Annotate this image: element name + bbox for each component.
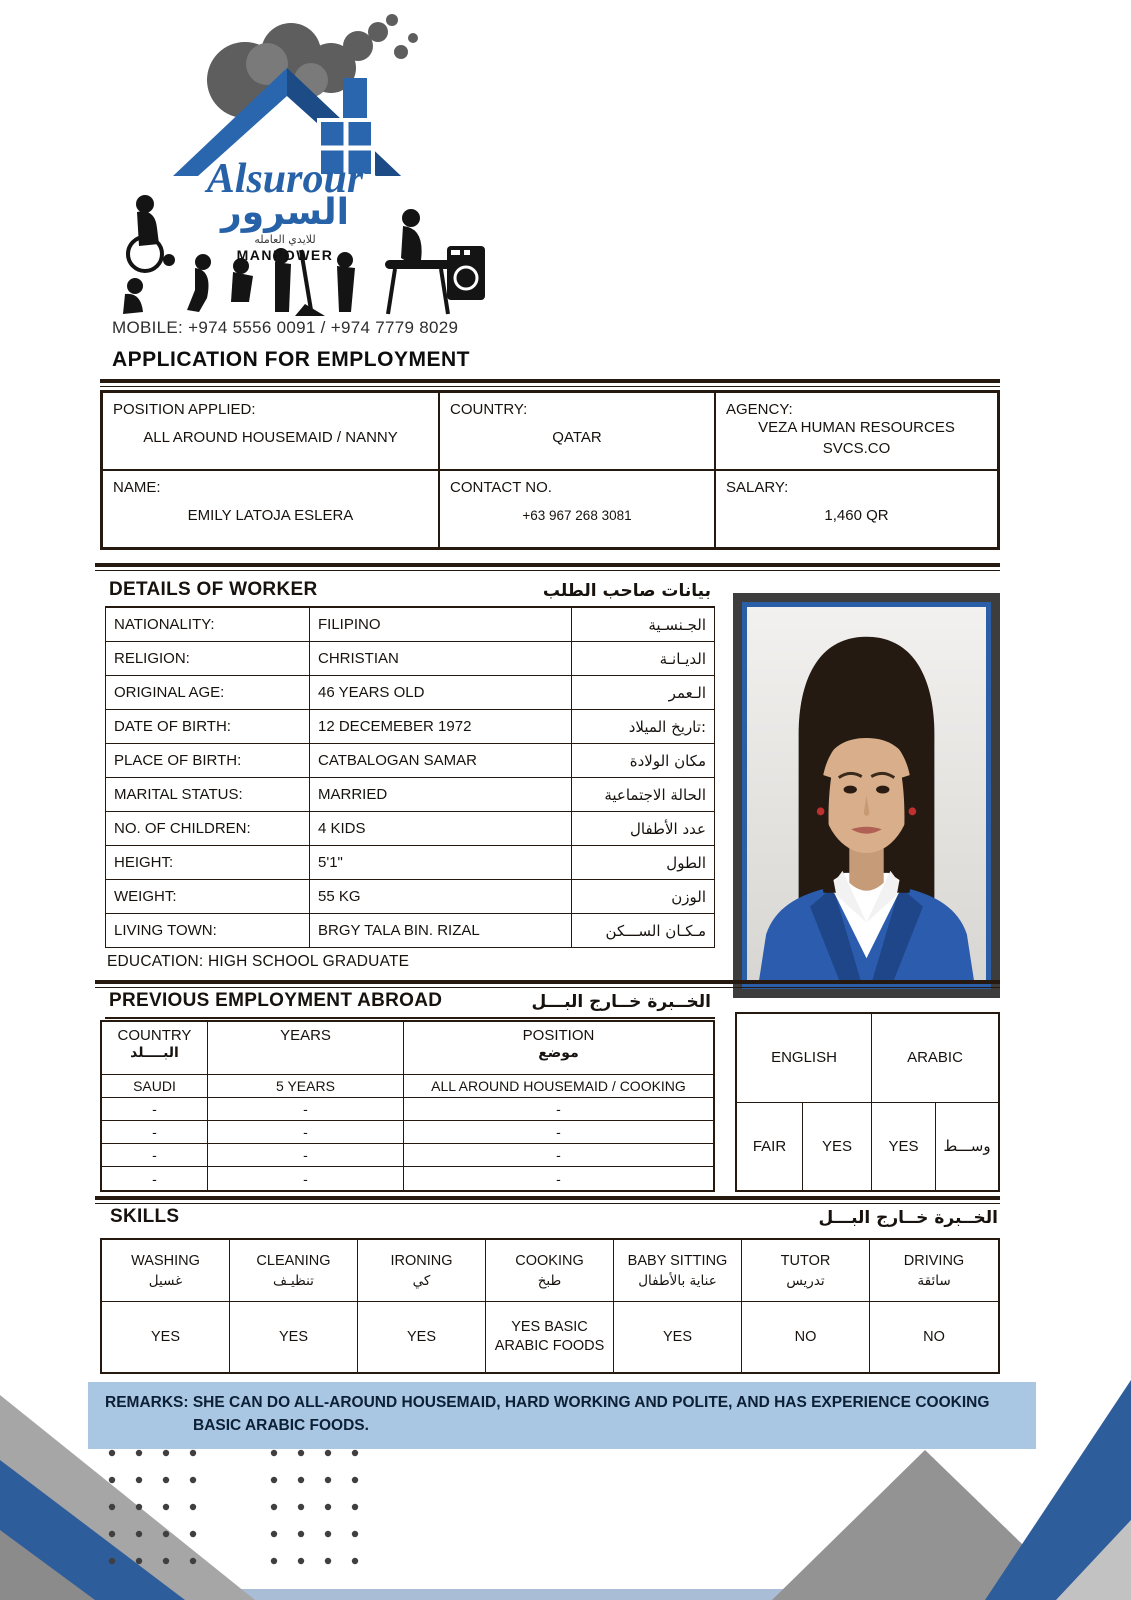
cooking-label: COOKING [515, 1252, 584, 1269]
country-column-arabic: البــــلد [130, 1045, 179, 1061]
tutor-value: NO [742, 1302, 870, 1372]
arabic-header: ARABIC [907, 1049, 963, 1067]
position-column-arabic: موضع [538, 1045, 579, 1061]
languages-header-row [737, 1014, 998, 1103]
country-column-label: COUNTRY [117, 1027, 192, 1044]
birthdate-label: DATE OF BIRTH: [114, 718, 231, 735]
employment-position: - [556, 1147, 561, 1163]
marital-status-label: MARITAL STATUS: [114, 786, 243, 803]
title-underline [100, 379, 1000, 387]
position-column-header [404, 1022, 713, 1074]
marital-status-arabic: الحالة الاجتماعية [571, 778, 714, 811]
salary-value: 1,460 QR [824, 507, 889, 525]
washing-header [102, 1240, 230, 1302]
birthplace-label: PLACE OF BIRTH: [114, 752, 242, 769]
applicant-photo [733, 593, 1000, 998]
skills-table [100, 1238, 1000, 1374]
english-level: FAIR [737, 1103, 803, 1191]
details-section-header [105, 579, 715, 608]
babysitting-header [614, 1240, 742, 1302]
ironing-header [358, 1240, 486, 1302]
logo-manpower-label: MANPOWER [236, 246, 334, 263]
cleaning-arabic: تنظيـف [273, 1272, 314, 1289]
employment-position: - [556, 1170, 561, 1187]
logo-tagline-arabic: للايدي العامله [254, 232, 316, 246]
religion-arabic: الديـانـة [571, 642, 714, 675]
employment-title: PREVIOUS EMPLOYMENT ABROAD [109, 990, 443, 1011]
birthdate-value: 12 DECEMEBER 1972 [309, 710, 571, 743]
employment-country: - [102, 1167, 208, 1190]
applicant-photo-inner [742, 602, 991, 989]
logo-name-english: Alsurour [206, 156, 364, 202]
table-row [105, 778, 715, 812]
employment-section-header [105, 990, 715, 1019]
nationality-label: NATIONALITY: [114, 616, 215, 633]
driving-value: NO [923, 1328, 945, 1345]
mobile-number-line: MOBILE: +974 5556 0091 / +974 7779 8029 [112, 318, 459, 337]
english-header: ENGLISH [737, 1014, 872, 1102]
ironing-value: YES [358, 1302, 486, 1372]
agency-value-text: VEZA HUMAN RESOURCES SVCS.CO [758, 419, 955, 457]
table-row [105, 914, 715, 948]
country-label: COUNTRY: [450, 401, 528, 418]
name-cell [102, 470, 439, 548]
driving-label: DRIVING [903, 1252, 965, 1269]
agency-cell [715, 392, 998, 470]
cleaning-header [230, 1240, 358, 1302]
page-title: APPLICATION FOR EMPLOYMENT [112, 348, 470, 371]
skills-title: SKILLS [110, 1206, 180, 1227]
arabic-yes: YES [872, 1103, 936, 1191]
salary-label: SALARY: [726, 479, 789, 496]
religion-label: RELIGION: [114, 650, 190, 667]
washing-arabic: غسيل [148, 1272, 183, 1289]
marital-status-value: MARRIED [309, 778, 571, 811]
table-row [105, 676, 715, 710]
table-row [105, 880, 715, 914]
cooking-header [486, 1240, 614, 1302]
details-title-arabic: بيانات صاحب الطلب [542, 581, 711, 601]
section-separator [95, 1196, 1000, 1204]
years-column-label: YEARS [280, 1027, 331, 1044]
weight-label: WEIGHT: [114, 888, 177, 905]
employment-position: - [556, 1124, 561, 1140]
position-applied-cell [102, 392, 439, 470]
height-arabic: الطول [571, 846, 714, 879]
babysitting-value: YES [614, 1302, 742, 1372]
employment-country: - [102, 1098, 208, 1120]
education-line: EDUCATION: HIGH SCHOOL GRADUATE [107, 953, 410, 970]
country-column-header [102, 1022, 208, 1074]
babysitting-label: BABY SITTING [627, 1252, 728, 1269]
name-value: EMILY LATOJA ESLERA [187, 507, 354, 525]
cleaning-value: YES [230, 1302, 358, 1372]
tutor-header [742, 1240, 870, 1302]
table-row [105, 608, 715, 642]
application-summary-table [100, 390, 1000, 550]
table-row [102, 1098, 713, 1121]
contact-value: +63 967 268 3081 [522, 508, 632, 524]
languages-table [735, 1012, 1000, 1192]
ironing-label: IRONING [390, 1252, 453, 1269]
contact-label: CONTACT NO. [450, 479, 552, 496]
employment-position: - [556, 1101, 561, 1117]
washing-value: YES [102, 1302, 230, 1372]
employment-years: - [208, 1167, 404, 1190]
worker-details-table [105, 608, 715, 948]
agency-label: AGENCY: [726, 401, 793, 418]
living-town-label: LIVING TOWN: [114, 922, 217, 939]
employment-country: - [102, 1144, 208, 1166]
living-town-arabic: مـكـان الســـكن [571, 914, 714, 947]
agency-logo [95, 8, 485, 320]
table-row [102, 1075, 713, 1098]
languages-value-row [737, 1103, 998, 1191]
skills-title-arabic: الخــبرة خــارج البـــل [818, 1208, 998, 1228]
table-row [102, 1167, 713, 1190]
children-label: NO. OF CHILDREN: [114, 820, 251, 837]
years-column-header [208, 1022, 404, 1074]
babysitting-arabic: عناية بالأطفال [638, 1272, 717, 1289]
age-value: 46 YEARS OLD [309, 676, 571, 709]
table-row [102, 1121, 713, 1144]
washing-label: WASHING [131, 1252, 200, 1269]
weight-arabic: الوزن [571, 880, 714, 913]
logo-wordmark [185, 158, 385, 263]
section-separator [95, 980, 1000, 988]
nationality-value: FILIPINO [309, 608, 571, 641]
cooking-arabic: طبخ [537, 1272, 562, 1289]
remarks-bar: REMARKS: SHE CAN DO ALL-AROUND HOUSEMAID, HARD WORKING AND POLITE, AND HAS EXPERIENCE COOKING BASIC ARABIC FOODS. [88, 1382, 1036, 1449]
employment-years: - [208, 1121, 404, 1143]
table-row [105, 744, 715, 778]
employment-years: - [208, 1098, 404, 1120]
age-label: ORIGINAL AGE: [114, 684, 225, 701]
children-arabic: عدد الأطفال [571, 812, 714, 845]
english-yes: YES [803, 1103, 872, 1191]
ironing-arabic: كي [412, 1272, 431, 1289]
position-applied-label: POSITION APPLIED: [113, 401, 256, 418]
table-row [105, 642, 715, 676]
employment-years: 5 YEARS [208, 1075, 404, 1097]
children-value: 4 KIDS [309, 812, 571, 845]
tutor-arabic: تدريس [786, 1272, 825, 1289]
nationality-arabic: الجـنسـية [571, 608, 714, 641]
employment-table-header [102, 1022, 713, 1075]
country-cell [439, 392, 715, 470]
cleaning-label: CLEANING [256, 1252, 331, 1269]
previous-employment-table [100, 1020, 715, 1192]
table-row [105, 846, 715, 880]
table-row [105, 710, 715, 744]
employment-position: ALL AROUND HOUSEMAID / COOKING [431, 1078, 686, 1094]
birthplace-arabic: مكان الولادة [571, 744, 714, 777]
driving-arabic: سائقة [917, 1272, 951, 1289]
position-applied-value: ALL AROUND HOUSEMAID / NANNY [143, 429, 398, 447]
section-separator [95, 563, 1000, 571]
weight-value: 55 KG [309, 880, 571, 913]
employment-country: - [102, 1121, 208, 1143]
contact-cell [439, 470, 715, 548]
employment-years: - [208, 1144, 404, 1166]
arabic-level: وســـط [943, 1137, 991, 1156]
salary-cell [715, 470, 998, 548]
country-value: QATAR [552, 429, 602, 447]
height-value: 5'1" [309, 846, 571, 879]
name-label: NAME: [113, 479, 161, 496]
position-column-label: POSITION [522, 1027, 595, 1044]
agency-value [726, 418, 987, 459]
cooking-value: YES BASIC ARABIC FOODS [486, 1302, 614, 1372]
living-town-value: BRGY TALA BIN. RIZAL [309, 914, 571, 947]
employment-title-arabic: الخــبرة خــارج البـــل [531, 992, 711, 1012]
details-title: DETAILS OF WORKER [109, 579, 318, 600]
skills-section-header [95, 1206, 1000, 1228]
age-arabic: الـعمر [571, 676, 714, 709]
table-row [102, 1144, 713, 1167]
height-label: HEIGHT: [114, 854, 174, 871]
table-row [105, 812, 715, 846]
portrait-illustration [747, 607, 986, 984]
birthplace-value: CATBALOGAN SAMAR [309, 744, 571, 777]
religion-value: CHRISTIAN [309, 642, 571, 675]
tutor-label: TUTOR [780, 1252, 831, 1269]
logo-name-arabic: السرور [221, 192, 349, 233]
driving-header [870, 1240, 998, 1302]
employment-country: SAUDI [102, 1075, 208, 1097]
birthdate-arabic: تاريخ الميلاد: [571, 710, 714, 743]
